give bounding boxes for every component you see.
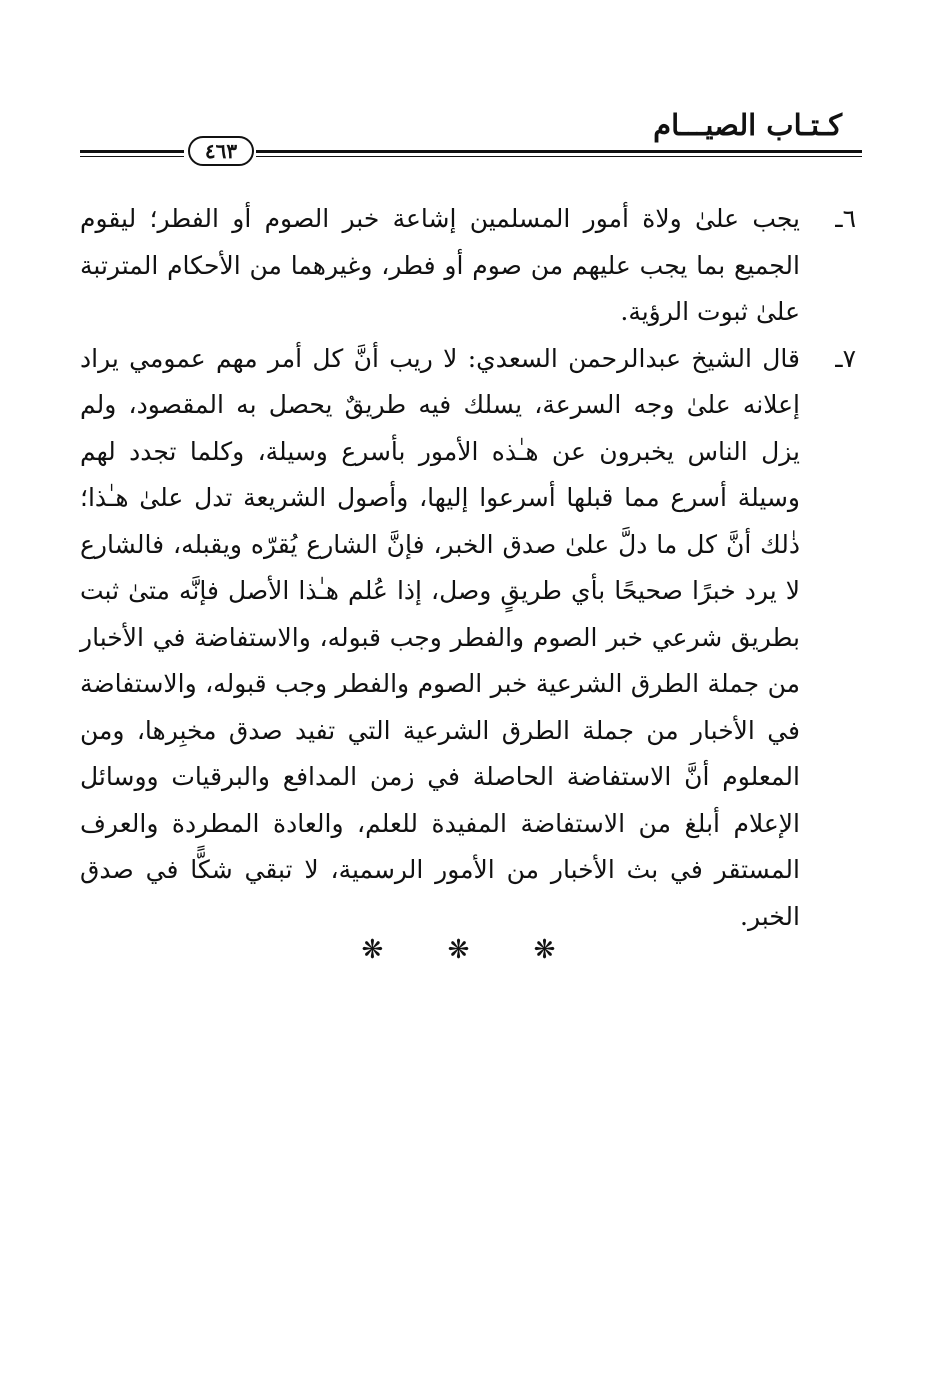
paragraph-text: يجب علىٰ ولاة أمور المسلمين إشاعة خبر الصوم أو الفطر؛ ليقوم الجميع بما يجب عليهم من صوم أو فطر، وغيرهما من الأحكام المترتبة علىٰ ثبوت الرؤية.	[80, 204, 800, 326]
paragraph-7	[80, 336, 856, 941]
header-rule-right-thin	[256, 156, 862, 157]
header-rule-right-thick	[256, 150, 862, 153]
book-title: كـتـاب الصيـــام	[653, 108, 842, 142]
section-separator-asterisks: ❋ ❋ ❋	[361, 935, 584, 965]
paragraph-number: ٦ـ	[835, 204, 856, 233]
page-body	[80, 196, 856, 940]
paragraph-number: ٧ـ	[835, 343, 856, 373]
page-number-frame	[188, 136, 254, 166]
header-rule-left-thin	[80, 156, 184, 157]
page-header	[80, 108, 862, 168]
paragraph-6	[80, 196, 856, 336]
paragraph-text: قال الشيخ عبدالرحمن السعدي: لا ريب أنَّ كل أمر مهم عمومي يراد إعلانه علىٰ وجه السرعة، يسلك فيه طريقٌ يحصل به المقصود، ولم يزل الناس يخبرون عن هـٰذه الأمور بأسرع وسيلة، وكلما تجدد لهم وسيلة أسرع مما قبلها أسرعوا إليها، وأصول الشريعة تدل علىٰ هـٰذا؛ ذٰلك أنَّ كل ما دلَّ علىٰ صدق الخبر، فإنَّ الشارع يُقرّه ويقبله، فالشارع لا يرد خبرًا صحيحًا بأي طريقٍ وصل، إذا عُلم هـٰذا الأصل فإنَّه متىٰ ثبت بطريق شرعي خبر الصوم والفطر وجب قبوله، والاستفاضة في الأخبار من جملة الطرق الشرعية خبر الصوم والفطر وجب قبوله، والاستفاضة في الأخبار من جملة الطرق الشرعية التي تفيد صدق مخبِرها، ومن المعلوم أنَّ الاستفاضة الحاصلة في زمن المدافع والبرقيات ووسائل الإعلام أبلغ من الاستفاضة المفيدة للعلم، والعادة المطردة والعرف المستقر في بث الأخبار من الأمور الرسمية، لا تبقي شكًّا في صدق الخبر.	[80, 343, 800, 931]
header-rule-left-thick	[80, 150, 184, 153]
page-number: ٤٦٣	[204, 139, 238, 163]
